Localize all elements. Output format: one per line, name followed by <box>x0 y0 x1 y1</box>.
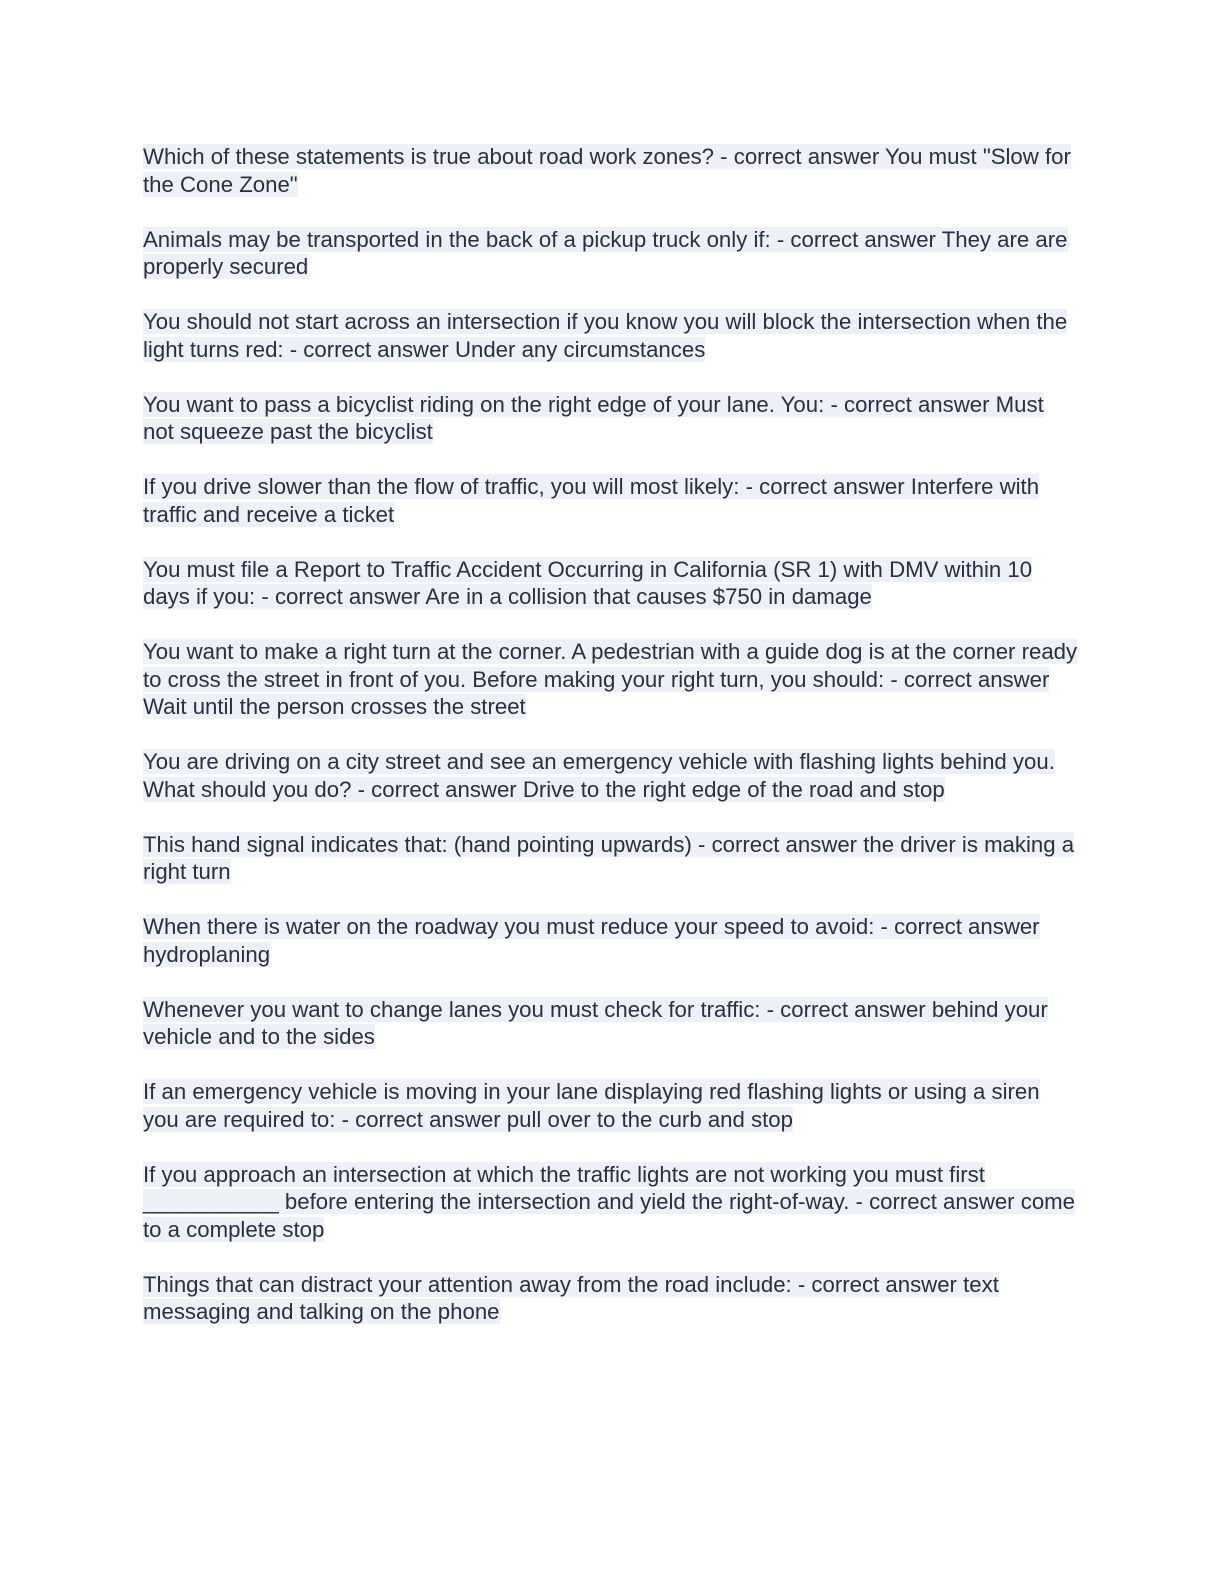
qa-item <box>143 556 1078 611</box>
qa-text: You want to pass a bicyclist riding on the right edge of your lane. You: - correct answer Must not squeeze past the bicyclist <box>143 391 1044 444</box>
qa-item <box>143 1271 1078 1326</box>
qa-text: You must file a Report to Traffic Accident Occurring in California (SR 1) with DMV within 10 days if you: - correct answer Are in a collision that causes $750 in damage <box>143 556 1033 609</box>
qa-text: You should not start across an intersection if you know you will block the intersection when the light turns red: - correct answer Under any circumstances <box>143 309 1068 362</box>
qa-item <box>143 748 1078 803</box>
qa-item <box>143 1078 1078 1133</box>
qa-item <box>143 913 1078 968</box>
qa-item <box>143 143 1078 198</box>
qa-text: If an emergency vehicle is moving in your lane displaying red flashing lights or using a siren you are required to: - correct answer pull over to the curb and stop <box>143 1079 1040 1132</box>
qa-item <box>143 308 1078 363</box>
qa-text: If you drive slower than the flow of traffic, you will most likely: - correct answer Interfere with traffic and receive a ticket <box>143 474 1040 527</box>
qa-list <box>143 143 1078 1353</box>
qa-text: This hand signal indicates that: (hand pointing upwards) - correct answer the driver is making a right turn <box>143 831 1075 884</box>
qa-text: Animals may be transported in the back of a pickup truck only if: - correct answer They are are properly secured <box>143 226 1068 279</box>
qa-item <box>143 638 1078 721</box>
qa-text: If you approach an intersection at which the traffic lights are not working you must first ___________ before entering the intersection and yield the right-of-way. - correct answer come to a complete stop <box>143 1161 1075 1242</box>
qa-text: You want to make a right turn at the corner. A pedestrian with a guide dog is at the corner ready to cross the street in front of you. Before making your right turn, you should: - correct answer Wait until the person crosses the street <box>143 639 1078 719</box>
qa-item <box>143 996 1078 1051</box>
qa-text: When there is water on the roadway you must reduce your speed to avoid: - correct answer hydroplaning <box>143 914 1040 967</box>
qa-text: Whenever you want to change lanes you must check for traffic: - correct answer behind your vehicle and to the sides <box>143 996 1048 1049</box>
qa-item <box>143 831 1078 886</box>
qa-text: Which of these statements is true about road work zones? - correct answer You must "Slow for the Cone Zone" <box>143 144 1071 197</box>
qa-item <box>143 391 1078 446</box>
qa-text: Things that can distract your attention away from the road include: - correct answer text messaging and talking on the phone <box>143 1271 999 1324</box>
qa-text: You are driving on a city street and see an emergency vehicle with flashing lights behind you. What should you do? - correct answer Drive to the right edge of the road and stop <box>143 749 1055 802</box>
qa-item <box>143 226 1078 281</box>
qa-item <box>143 1161 1078 1244</box>
qa-item <box>143 473 1078 528</box>
